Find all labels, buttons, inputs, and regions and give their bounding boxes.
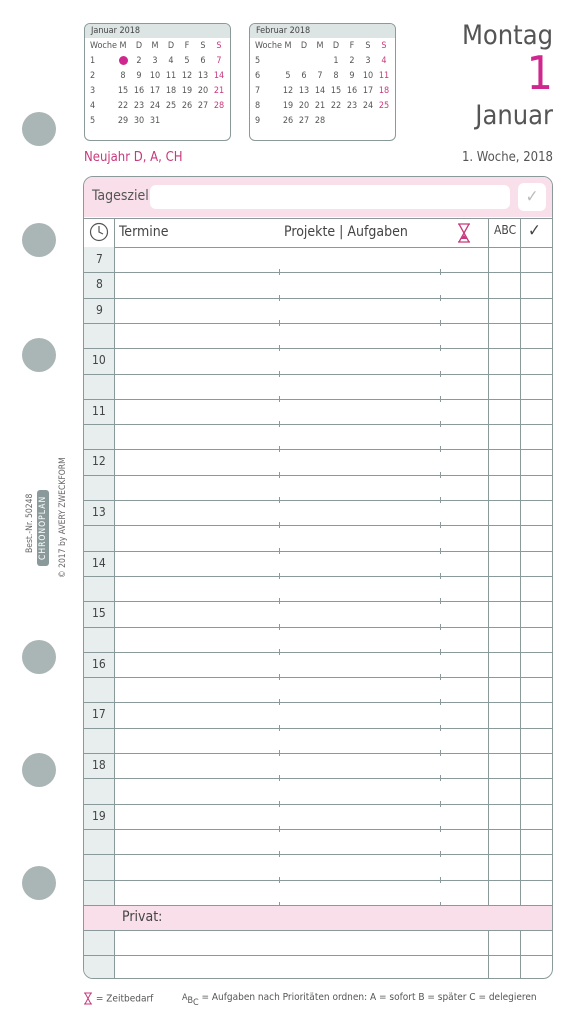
row-tick <box>279 320 280 326</box>
hour-label: 13 <box>92 505 106 519</box>
abc-divider <box>488 218 489 978</box>
row-line <box>84 298 552 299</box>
calendar-day: 17 <box>149 86 161 96</box>
week-info: 1. Woche, 2018 <box>461 150 553 165</box>
calendar-day: 3 <box>152 56 158 66</box>
col-done-icon: ✓ <box>528 221 541 241</box>
row-tick <box>279 446 280 452</box>
calendar-day: 7 <box>216 56 222 66</box>
punch-hole <box>22 640 56 674</box>
mini-calendar-january <box>84 23 231 141</box>
hour-label: 16 <box>92 656 106 671</box>
row-tick <box>440 725 441 731</box>
time-legend-text: = Zeitbedarf <box>95 993 154 1005</box>
calendar-day: 12 <box>282 86 294 96</box>
row-tick <box>279 775 280 781</box>
mini-calendar-week <box>85 99 230 114</box>
mini-calendar-weekdays <box>250 39 395 54</box>
row-tick <box>279 371 280 377</box>
mini-calendar-week <box>250 54 395 69</box>
week-number: 7 <box>255 86 261 96</box>
row-tick <box>279 497 280 503</box>
row-tick <box>440 649 441 655</box>
row-tick <box>440 320 441 326</box>
calendar-day: 11 <box>378 71 390 81</box>
row-tick <box>440 269 441 275</box>
calendar-day: 16 <box>346 86 358 96</box>
daily-goal-bar <box>84 177 552 217</box>
calendar-day: 10 <box>362 71 374 81</box>
row-tick <box>279 699 280 705</box>
week-number: 3 <box>90 86 96 96</box>
mini-calendar-week <box>85 84 230 99</box>
row-tick <box>279 573 280 579</box>
row-tick <box>279 624 280 630</box>
weekday-letter: D <box>167 41 175 51</box>
privat-line <box>84 955 552 956</box>
mini-calendar-weekdays <box>85 39 230 54</box>
calendar-day: 18 <box>378 86 390 96</box>
order-number: Best.-Nr. 50248 <box>25 493 35 553</box>
calendar-day: 21 <box>213 86 225 96</box>
row-tick <box>279 826 280 832</box>
row-tick <box>279 674 280 680</box>
row-tick <box>279 345 280 351</box>
row-line <box>84 576 552 577</box>
row-tick <box>440 421 441 427</box>
punch-hole <box>22 753 56 787</box>
row-tick <box>279 522 280 528</box>
row-tick <box>440 750 441 756</box>
calendar-day: 23 <box>133 101 145 111</box>
privat-line <box>84 930 552 931</box>
punch-hole <box>22 338 56 372</box>
calendar-day: 11 <box>165 71 177 81</box>
clock-icon <box>89 222 109 246</box>
row-tick <box>440 775 441 781</box>
row-line <box>84 449 552 450</box>
week-label: Woche <box>255 41 282 51</box>
row-line <box>84 829 552 830</box>
weekday-letter: F <box>349 41 355 51</box>
hour-label: 9 <box>96 302 103 317</box>
brand-text: CHRONOPLAN <box>37 490 49 566</box>
mini-calendar-february <box>249 23 396 141</box>
row-line <box>84 778 552 779</box>
row-line <box>84 500 552 501</box>
row-tick <box>440 548 441 554</box>
col-abc <box>494 223 516 237</box>
calendar-day: 7 <box>317 71 323 81</box>
row-tick <box>279 649 280 655</box>
mini-calendar-week <box>250 99 395 114</box>
calendar-day: 21 <box>314 101 326 111</box>
calendar-day: 15 <box>330 86 342 96</box>
hour-label: 10 <box>92 353 106 368</box>
calendar-day: 8 <box>120 71 126 81</box>
hourglass-icon <box>83 992 93 1005</box>
row-line <box>84 525 552 526</box>
calendar-day: 17 <box>362 86 374 96</box>
row-tick <box>440 446 441 452</box>
row-tick <box>440 699 441 705</box>
mini-calendar-week <box>250 69 395 84</box>
week-number: 9 <box>255 116 261 126</box>
calendar-day: 22 <box>330 101 342 111</box>
goal-input[interactable] <box>150 185 510 209</box>
row-line <box>84 323 552 324</box>
row-tick <box>279 472 280 478</box>
week-number: 6 <box>255 71 261 81</box>
row-line <box>84 475 552 476</box>
punch-hole <box>22 112 56 146</box>
week-label: Woche <box>90 41 117 51</box>
calendar-day: 19 <box>282 101 294 111</box>
row-line <box>84 728 552 729</box>
weekday-letter: D <box>332 41 340 51</box>
copyright: © 2017 by AVERY ZWECKFORM <box>58 457 68 578</box>
hourglass-icon <box>457 223 471 247</box>
footer-priority-legend: ABC = Aufgaben nach Prioritäten ordnen: A = sofort B = später C = delegieren <box>182 992 537 1008</box>
row-tick <box>440 851 441 857</box>
row-line <box>84 601 552 602</box>
weekday-letter: M <box>119 41 127 51</box>
weekday-letter: M <box>316 41 324 51</box>
row-line <box>84 880 552 881</box>
row-tick <box>279 598 280 604</box>
hour-label: 12 <box>92 454 106 469</box>
row-tick <box>279 548 280 554</box>
mini-calendar-week <box>85 114 230 129</box>
calendar-day: 31 <box>149 116 161 126</box>
row-tick <box>440 624 441 630</box>
row-line <box>84 627 552 628</box>
row-tick <box>279 877 280 883</box>
row-tick <box>440 674 441 680</box>
calendar-day: 14 <box>213 71 225 81</box>
row-line <box>84 374 552 375</box>
priority-legend-text: = Aufgaben nach Prioritäten ordnen: A = sofort B = später C = delegieren <box>201 992 537 1003</box>
calendar-day: 2 <box>136 56 142 66</box>
row-line <box>84 348 552 349</box>
weekday-letter: S <box>381 41 387 51</box>
row-tick <box>440 522 441 528</box>
row-tick <box>440 598 441 604</box>
row-tick <box>440 396 441 402</box>
mini-calendar-week <box>250 84 395 99</box>
calendar-day: 8 <box>333 71 339 81</box>
punch-hole <box>22 223 56 257</box>
abc-text: ABC <box>494 223 517 237</box>
week-number: 8 <box>255 101 261 111</box>
row-line <box>84 551 552 552</box>
today-marker <box>119 56 128 65</box>
mini-calendar-week <box>250 114 395 129</box>
goal-check-icon[interactable]: ✓ <box>518 183 546 211</box>
row-tick <box>440 801 441 807</box>
row-tick <box>279 750 280 756</box>
hour-label: 7 <box>96 252 103 266</box>
day-planner-sheet <box>83 176 553 979</box>
mini-calendar-title: Januar 2018 <box>85 24 230 38</box>
footer-time-legend <box>83 992 153 1005</box>
calendar-day: 6 <box>301 71 307 81</box>
month-name: Januar <box>475 100 553 131</box>
row-line <box>84 753 552 754</box>
calendar-day: 27 <box>298 116 310 126</box>
row-tick <box>440 345 441 351</box>
calendar-day: 24 <box>362 101 374 111</box>
calendar-day: 5 <box>184 56 190 66</box>
calendar-today <box>115 54 131 69</box>
hour-label: 17 <box>92 707 106 722</box>
table-header <box>84 218 552 248</box>
calendar-day: 13 <box>298 86 310 96</box>
brand-label <box>38 490 48 566</box>
row-tick <box>440 295 441 301</box>
row-tick <box>440 497 441 503</box>
row-tick <box>279 269 280 275</box>
calendar-day: 2 <box>349 56 355 66</box>
weekday-letter: S <box>200 41 206 51</box>
hour-label: 14 <box>92 555 106 570</box>
calendar-day: 12 <box>181 71 193 81</box>
weekday-letter: S <box>216 41 222 51</box>
calendar-day: 14 <box>314 86 326 96</box>
row-line <box>84 804 552 805</box>
row-tick <box>279 421 280 427</box>
mini-calendar-title: Februar 2018 <box>250 24 395 38</box>
row-tick <box>440 371 441 377</box>
calendar-day: 27 <box>197 101 209 111</box>
calendar-day: 29 <box>117 116 129 126</box>
weekday-letter: S <box>365 41 371 51</box>
row-line <box>84 854 552 855</box>
calendar-day: 24 <box>149 101 161 111</box>
week-number: 1 <box>90 56 96 66</box>
row-tick <box>279 295 280 301</box>
hour-label: 11 <box>92 403 106 418</box>
weekday-letter: F <box>184 41 190 51</box>
row-line <box>84 272 552 273</box>
calendar-day: 10 <box>149 71 161 81</box>
hour-label: 8 <box>96 277 103 292</box>
row-tick <box>279 725 280 731</box>
row-line <box>84 652 552 653</box>
calendar-day: 26 <box>282 116 294 126</box>
weekday-letter: M <box>151 41 159 51</box>
punch-hole <box>22 866 56 900</box>
calendar-day: 30 <box>133 116 145 126</box>
week-number: 5 <box>255 56 261 66</box>
hour-label: 19 <box>92 808 106 823</box>
row-line <box>84 399 552 400</box>
calendar-day: 4 <box>168 56 174 66</box>
row-line <box>84 677 552 678</box>
week-number: 5 <box>90 116 96 126</box>
calendar-day: 28 <box>314 116 326 126</box>
col-projekte: Projekte | Aufgaben <box>284 224 408 240</box>
holiday-text: Neujahr D, A, CH <box>84 150 183 165</box>
weekday-letter: D <box>135 41 143 51</box>
calendar-day: 6 <box>200 56 206 66</box>
calendar-day: 3 <box>365 56 371 66</box>
calendar-day: 18 <box>165 86 177 96</box>
calendar-day: 9 <box>349 71 355 81</box>
calendar-day: 28 <box>213 101 225 111</box>
calendar-day: 20 <box>197 86 209 96</box>
row-tick <box>440 472 441 478</box>
calendar-day: 26 <box>181 101 193 111</box>
week-number: 4 <box>90 101 96 111</box>
calendar-day: 23 <box>346 101 358 111</box>
row-tick <box>440 826 441 832</box>
week-number: 2 <box>90 71 96 81</box>
calendar-day: 15 <box>117 86 129 96</box>
calendar-day: 19 <box>181 86 193 96</box>
col-termine: Termine <box>119 224 169 240</box>
calendar-day: 16 <box>133 86 145 96</box>
day-number: 1 <box>526 46 553 100</box>
calendar-day: 22 <box>117 101 129 111</box>
calendar-day: 25 <box>165 101 177 111</box>
goal-label: Tagesziel <box>92 188 149 204</box>
mini-calendar-week <box>85 54 230 69</box>
calendar-day: 25 <box>378 101 390 111</box>
row-line <box>84 424 552 425</box>
row-line <box>84 702 552 703</box>
hour-label: 18 <box>92 758 106 772</box>
calendar-day: 9 <box>136 71 142 81</box>
calendar-day: 13 <box>197 71 209 81</box>
mini-calendar-week <box>85 69 230 84</box>
calendar-day: 20 <box>298 101 310 111</box>
weekday-letter: D <box>300 41 308 51</box>
row-tick <box>440 877 441 883</box>
hour-label: 15 <box>92 606 106 621</box>
row-tick <box>440 573 441 579</box>
calendar-day: 1 <box>333 56 339 66</box>
weekday: Montag <box>461 20 553 51</box>
done-divider <box>520 218 521 978</box>
calendar-day: 4 <box>381 56 387 66</box>
row-tick <box>279 396 280 402</box>
row-tick <box>279 851 280 857</box>
hour-divider <box>114 218 115 978</box>
row-tick <box>279 801 280 807</box>
weekday-letter: M <box>284 41 292 51</box>
privat-label: Privat: <box>122 908 163 925</box>
calendar-day: 5 <box>285 71 291 81</box>
